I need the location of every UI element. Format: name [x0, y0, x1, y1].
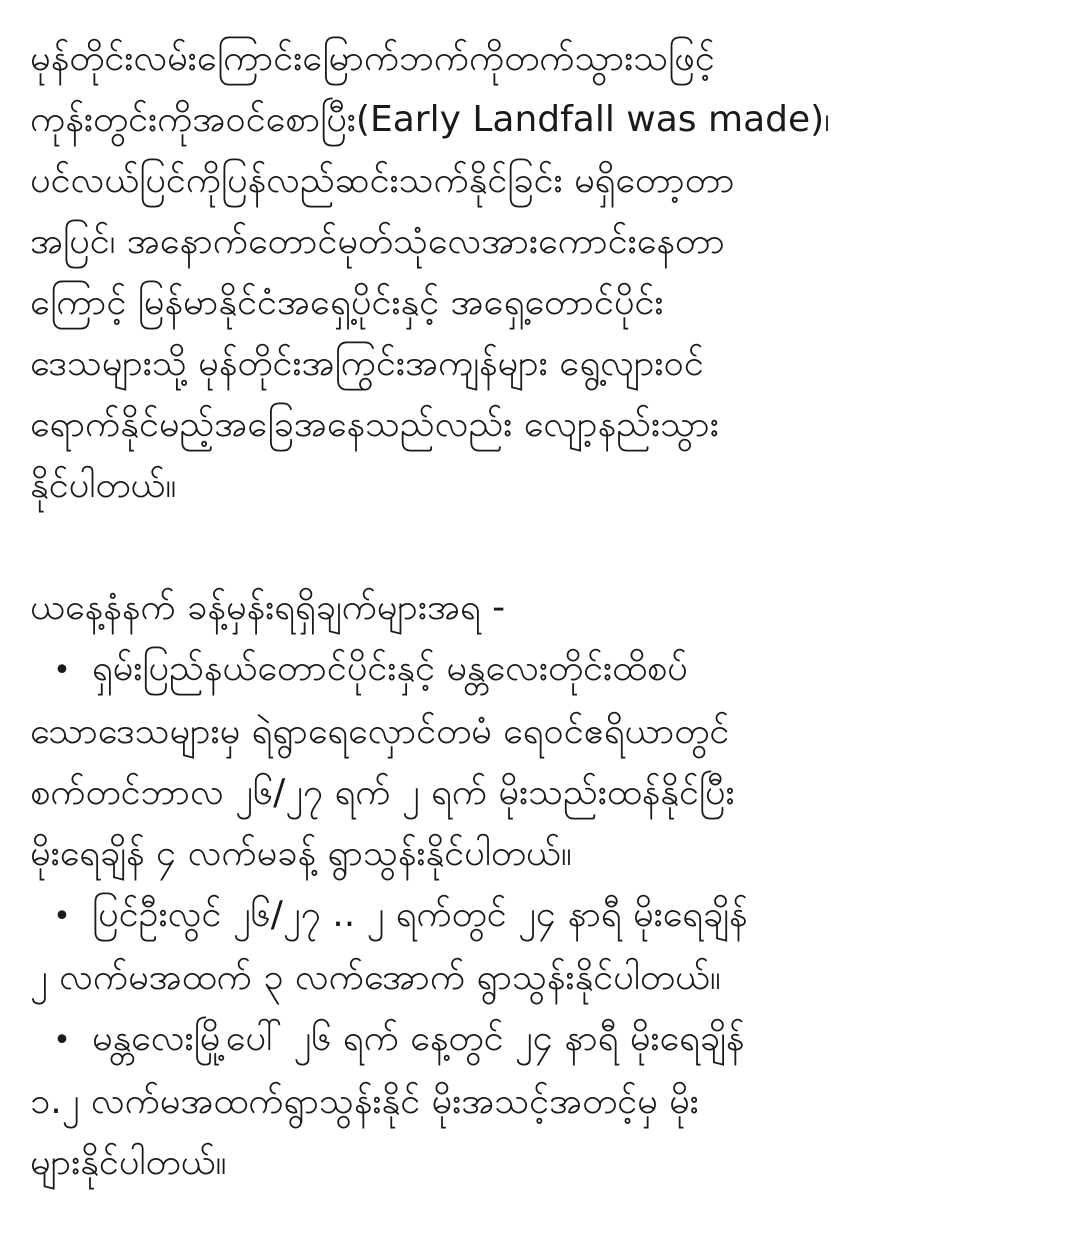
text-line: နိုင်ပါတယ်။ [30, 465, 177, 506]
text-line [30, 638, 1050, 701]
forecast-item-mandalay-city [30, 1008, 1050, 1193]
text-line: ၁.၂ လက်မအထက်ရွာသွန်းနိုင် မိုးအသင့်အတင့်မှ မိုး [30, 1081, 699, 1122]
text-line: သောဒေသများမှ ရဲရွာရေလှောင်တမံ ရေဝင်ဧရိယာတွင် [30, 711, 730, 752]
text-line: ရောက်နိုင်မည့်အခြေအနေသည်လည်း လျော့နည်းသွား [30, 404, 719, 445]
text-line: ဒေသများသို့ မုန်တိုင်းအကြွင်းအကျန်များ ရွေ့လျားဝင် [30, 343, 704, 384]
paragraph-spacer [30, 516, 1050, 577]
text-line: မိုးရေချိန် ၄ လက်မခန့် ရွာသွန်းနိုင်ပါတယ်။ [30, 833, 572, 874]
text-line: စက်တင်ဘာလ ၂၆/၂၇ ရက် ၂ ရက် မိုးသည်းထန်နိုင်ပြီး [30, 772, 735, 813]
article-body [30, 28, 1050, 1193]
bullet-text: ရှမ်းပြည်နယ်တောင်ပိုင်းနှင့် မန္တလေးတိုင်းထိစပ် [92, 648, 688, 689]
bullet-text: ပြင်ဦးလွင် ၂၆/၂၇ .. ၂ ရက်တွင် ၂၄ နာရီ မိုးရေချိန် [92, 894, 748, 935]
intro-line: ယနေ့နံနက် ခန့်မှန်းရရှိချက်များအရ - [30, 587, 506, 628]
forecast-intro [30, 577, 1050, 638]
text-line [30, 1008, 1050, 1071]
text-line: အပြင်၊ အနောက်တောင်မုတ်သုံလေအားကောင်းနေတာ [30, 221, 725, 262]
bullet-text: မန္တလေးမြို့ပေါ် ၂၆ ရက် နေ့တွင် ၂၄ နာရီ မိုးရေချိန် [92, 1018, 745, 1059]
text-line [30, 884, 1050, 947]
paragraph-landfall [30, 28, 1050, 516]
forecast-item-shan-mandalay [30, 638, 1050, 884]
text-line: ကုန်းတွင်းကိုအဝင်စောပြီး(Early Landfall was made)၊ [30, 99, 830, 140]
forecast-item-pyin-oo-lwin [30, 884, 1050, 1008]
text-line: ၂ လက်မအထက် ၃ လက်အောက် ရွာသွန်းနိုင်ပါတယ်။ [30, 957, 721, 998]
text-line: ပင်လယ်ပြင်ကိုပြန်လည်ဆင်းသက်နိုင်ခြင်း မရှိတော့တာ [30, 160, 735, 201]
bullet-icon: • [53, 653, 71, 688]
text-line: မုန်တိုင်းလမ်းကြောင်းမြောက်ဘက်ကိုတက်သွားသဖြင့် [30, 38, 715, 79]
text-line: များနိုင်ပါတယ်။ [30, 1142, 227, 1183]
bullet-icon: • [53, 1023, 71, 1058]
text-line: ကြောင့် မြန်မာနိုင်ငံအရှေ့ပိုင်းနှင့် အရှေ့တောင်ပိုင်း [30, 282, 664, 323]
forecast-list [30, 638, 1050, 1193]
bullet-icon: • [53, 899, 71, 934]
